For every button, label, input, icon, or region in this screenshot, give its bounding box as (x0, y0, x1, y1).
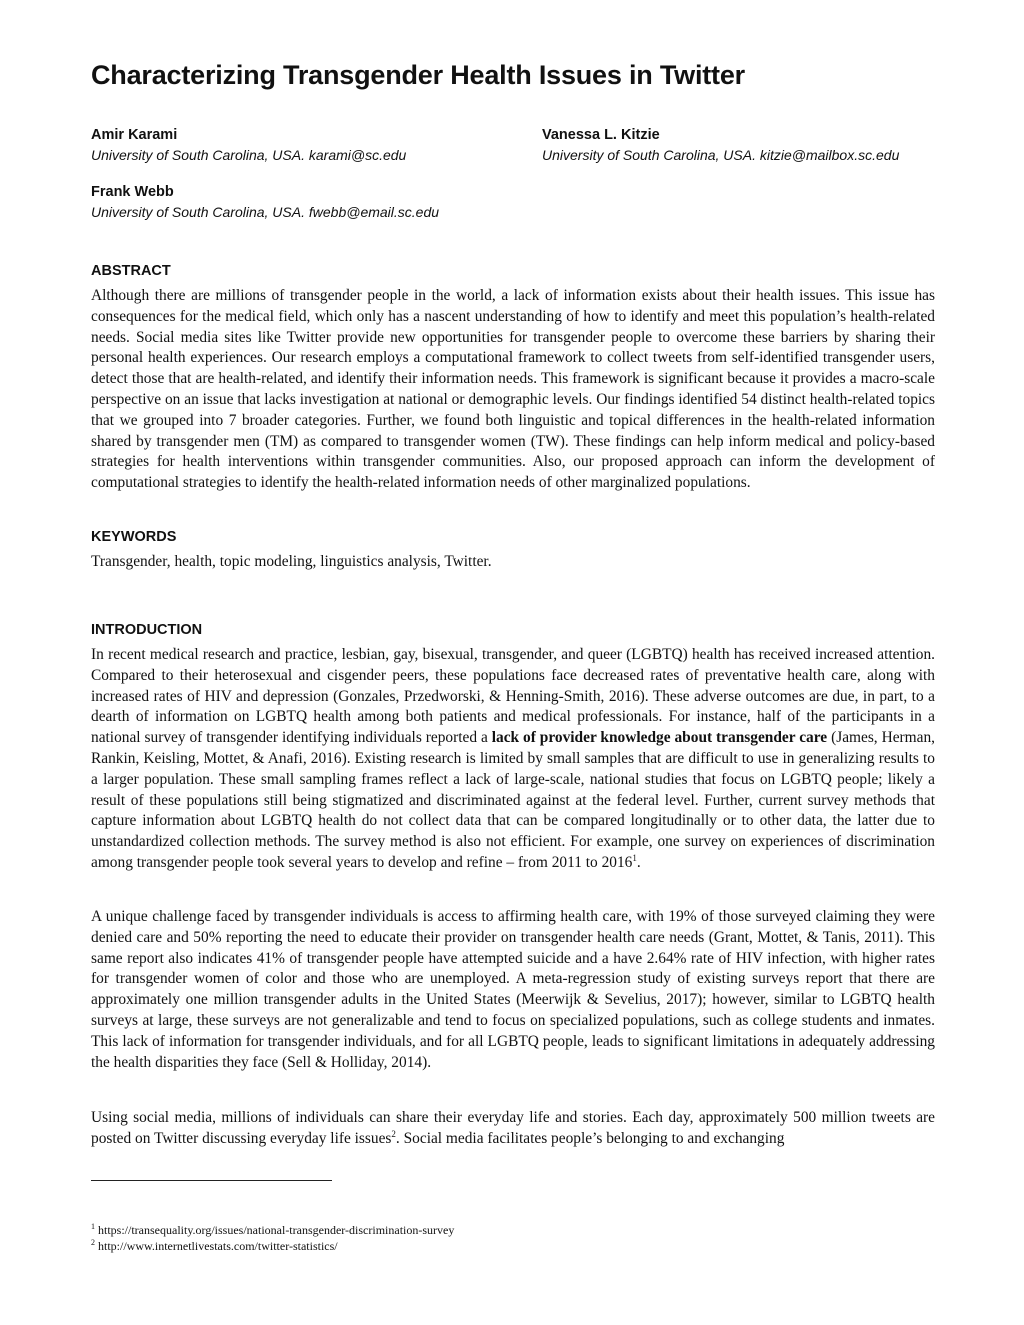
author-name: Amir Karami (91, 127, 178, 143)
intro-paragraph-1 (91, 645, 935, 874)
footnotes (91, 1222, 454, 1254)
footnote-mark: 1 (91, 1222, 95, 1231)
keywords-text: Transgender, health, topic modeling, linguistics analysis, Twitter. (91, 553, 492, 570)
footnote-mark: 2 (91, 1238, 95, 1247)
author-block (542, 125, 899, 165)
footnote-ref-1[interactable]: 1 (632, 852, 637, 863)
footnote-item (91, 1238, 454, 1254)
keywords-heading: KEYWORDS (91, 529, 177, 545)
intro-paragraph-1-text: In recent medical research and practice, lesbian, gay, bisexual, transgender, and queer (LGBTQ) health has received increased attention. Compared to their heterosexual and cisgender peers, these populations face decreased rates of preventative health care, along with increased rates of HIV and depression (Gonzales, Przedworski, & Henning-Smith, 2016). These adverse outcomes are due, in part, to a dearth of information on LGBTQ health among both patients and medical professionals. For instance, half of the participants in a national survey of transgender identifying individuals reported a (91, 646, 935, 747)
author-name: Vanessa L. Kitzie (542, 127, 660, 143)
intro-paragraph-2: A unique challenge faced by transgender individuals is access to affirming health care, with 19% of those surveyed claiming they were denied care and 50% reporting the need to educate their provider on transgender health care needs (Grant, Mottet, & Tanis, 2011). This same report also indicates 41% of transgender people have attempted suicide and a have 2.64% rate of HIV infection, with higher rates for transgender women of color and those who are unemployed. A meta-regression study of existing surveys report that there are approximately one million transgender adults in the United States (Meerwijk & Sevelius, 2017); however, similar to LGBTQ health surveys at large, these surveys are not generalizable and tend to focus on specialized populations, such as college students and inmates. This lack of information for transgender individuals, and for all LGBTQ people, leads to significant limitations in adequately addressing the health disparities they face (Sell & Holliday, 2014). (91, 908, 935, 1071)
footnote-link[interactable]: http://www.internetlivestats.com/twitter-statistics/ (98, 1239, 338, 1253)
intro-paragraph-3-text: Using social media, millions of individuals can share their everyday life and stories. Each day, approximately 500 million tweets are posted on Twitter discussing everyday life issues (91, 1109, 935, 1147)
author-block (91, 125, 406, 165)
intro-paragraph-3 (91, 1108, 935, 1150)
abstract-heading: ABSTRACT (91, 263, 171, 279)
author-name: Frank Webb (91, 184, 174, 200)
intro-paragraph-3-text: . Social media facilitates people’s belonging to and exchanging (395, 1129, 785, 1147)
emphasized-phrase: lack of provider knowledge about transgender care (491, 729, 828, 747)
author-block (91, 182, 439, 222)
footnote-link[interactable]: https://transequality.org/issues/national-transgender-discrimination-survey (98, 1223, 455, 1237)
abstract-text: Although there are millions of transgender people in the world, a lack of information exists about their health issues. This issue has consequences for the medical field, which only has a nascent understanding of how to identify and meet this population’s health-related needs. Social media sites like Twitter provide new opportunities for transgender people to overcome these barriers by sharing their personal health experiences. Our research employs a computational framework to collect tweets from self-identified transgender users, detect those that are health-related, and identify their information needs. This framework is significant because it provides a macro-scale perspective on an issue that lacks investigation at national or demographic levels. Our findings identified 54 distinct health-related topics that we grouped into 7 broader categories. Further, we found both linguistic and topical differences in the health-related information shared by transgender men (TM) as compared to transgender women (TW). These findings can help inform medical and policy-based strategies for health interventions within transgender communities. Also, our proposed approach can inform the development of computational strategies to identify the health-related information needs of other marginalized populations. (91, 287, 935, 492)
footnote-divider (91, 1180, 332, 1181)
introduction-heading: INTRODUCTION (91, 622, 203, 638)
intro-paragraph-1-end: . (636, 853, 641, 871)
footnote-ref-2[interactable]: 2 (391, 1128, 396, 1139)
author-affiliation: University of South Carolina, USA. karami@sc.edu (91, 147, 407, 163)
author-affiliation: University of South Carolina, USA. kitzie@mailbox.sc.edu (542, 147, 900, 163)
intro-paragraph-1-text: (James, Herman, Rankin, Keisling, Mottet, & Anafi, 2016). Existing research is limited by small samples that are difficult to use in generalizing results to a larger population. These small sampling frames reflect a lack of large-scale, national studies that focus on LGBTQ people; likely a result of these populations still being stigmatized and discriminated against at the federal level. Further, current survey methods that capture information about LGBTQ health do not collect data that can be compared longitudinally or to other data, the latter due to unstandardized collection methods. The survey method is also not efficient. For example, one survey on experiences of discrimination among transgender people took several years to develop and refine – from 2011 to 2016 (91, 729, 936, 871)
footnote-item (91, 1222, 454, 1238)
author-affiliation: University of South Carolina, USA. fwebb@email.sc.edu (91, 204, 440, 220)
paper-title: Characterizing Transgender Health Issues in Twitter (91, 60, 745, 90)
